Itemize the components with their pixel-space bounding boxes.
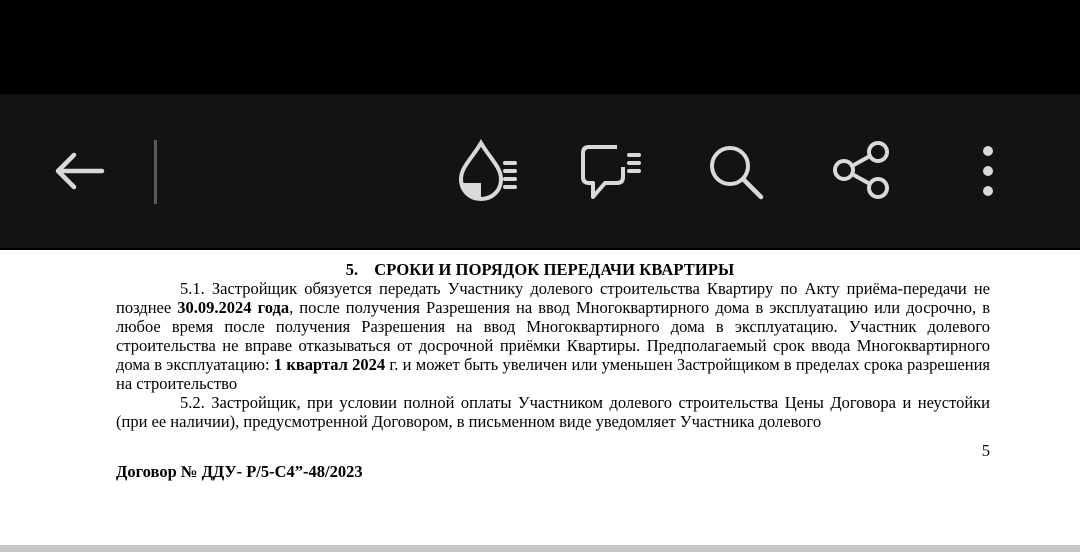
handover-date: 30.09.2024 года [177, 298, 290, 317]
status-bar [0, 0, 1080, 94]
document-body [116, 279, 990, 431]
page-number: 5 [981, 441, 990, 460]
reading-mode-button[interactable] [448, 134, 520, 206]
arrow-left-icon [50, 149, 106, 193]
search-icon [705, 141, 765, 201]
share-icon [831, 139, 891, 201]
toolbar-divider [154, 140, 157, 204]
comments-button[interactable] [574, 138, 644, 204]
reading-mode-icon [451, 139, 517, 201]
back-button[interactable] [44, 137, 112, 205]
document-footer: Договор № ДДУ- Р/5-С4”-48/2023 [116, 462, 363, 481]
more-button[interactable] [970, 140, 1006, 202]
search-button[interactable] [702, 138, 768, 204]
commissioning-quarter: 1 квартал 2024 [273, 355, 386, 374]
page-separator [0, 545, 1080, 552]
paragraph-5-1: 5.1. Застройщик обязуется передать Участнику долевого строительства Квартиру по Акту приёма-передачи не позднее 30.09.2024 года, после получения Разрешения на ввод Многоквартирного дома в эксплуатацию или досрочно, в любое время после получения Разрешения на ввод Многоквартирного дома в эксплуатацию. Участник долевого строительства не вправе отказываться от досрочной приёмки Квартиры. Предполагаемый срок ввода Многоквартирного дома в эксплуатацию: 1 квартал 2024 г. и может быть увеличен или уменьшен Застройщиком в пределах срока разрешения на строительство [116, 279, 990, 393]
document-page[interactable] [0, 250, 1080, 545]
more-vertical-icon [980, 143, 996, 199]
paragraph-5-2: 5.2. Застройщик, при условии полной оплаты Участником долевого строительства Цены Договора и неустойки (при ее наличии), предусмотренной Договором, в письменном виде уведомляет Участника долевого [116, 393, 990, 431]
section-heading [0, 260, 1080, 280]
toolbar [0, 94, 1080, 248]
section-title: СРОКИ И ПОРЯДОК ПЕРЕДАЧИ КВАРТИРЫ [374, 260, 735, 279]
section-number: 5. [345, 260, 359, 279]
share-button[interactable] [828, 136, 894, 204]
comment-icon [577, 141, 641, 201]
